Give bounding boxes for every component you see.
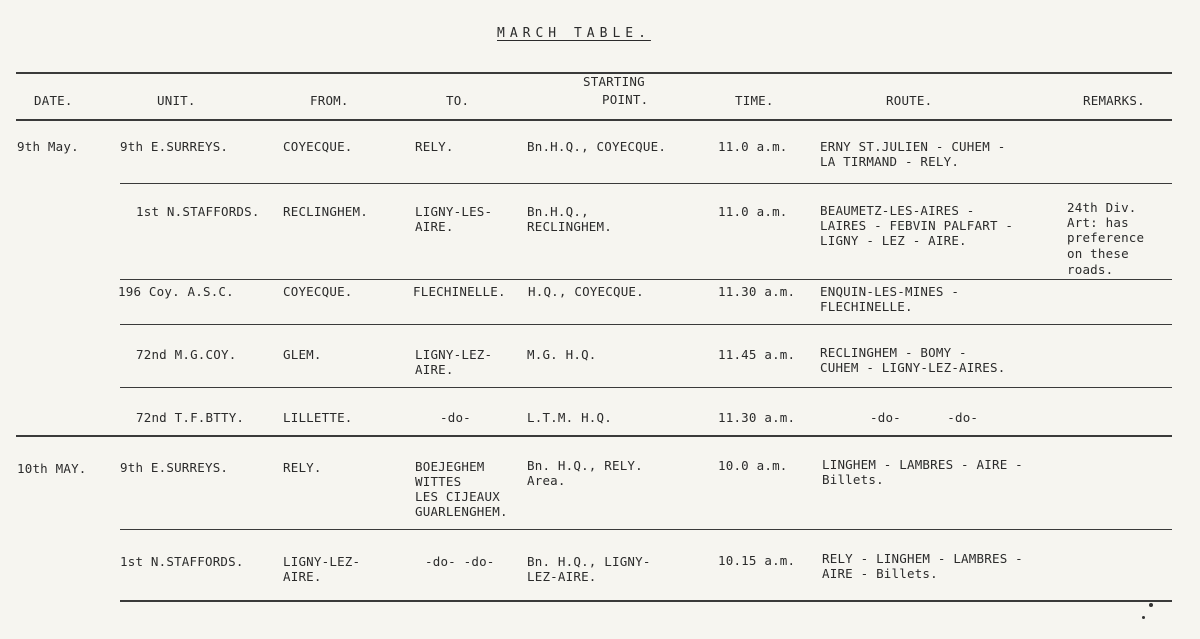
row-to: LES CIJEAUX xyxy=(415,489,500,504)
row-remarks: on these xyxy=(1067,246,1129,261)
row-start: Bn. H.Q., LIGNY- xyxy=(527,554,651,569)
row-unit: 72nd M.G.COY. xyxy=(136,347,237,362)
row-to: AIRE. xyxy=(415,362,454,377)
row-from: COYECQUE. xyxy=(283,139,353,154)
row-start: Bn.H.Q., xyxy=(527,204,589,219)
row-to: AIRE. xyxy=(415,219,454,234)
row-time: 11.30 a.m. xyxy=(718,284,796,299)
header-route: ROUTE. xyxy=(886,93,933,108)
row-to: -do- xyxy=(440,410,471,425)
row-start: M.G. H.Q. xyxy=(527,347,597,362)
row-route: ERNY ST.JULIEN - CUHEM - xyxy=(820,139,1006,154)
row-start: H.Q., COYECQUE. xyxy=(528,284,644,299)
row-from: LILLETTE. xyxy=(283,410,353,425)
row-start: RECLINGHEM. xyxy=(527,219,612,234)
row-divider xyxy=(120,324,1172,325)
row-from: LIGNY-LEZ- xyxy=(283,554,361,569)
row-route: AIRE - Billets. xyxy=(822,566,938,581)
row-unit: 1st N.STAFFORDS. xyxy=(136,204,260,219)
header-date: DATE. xyxy=(34,93,73,108)
row-time: 11.0 a.m. xyxy=(718,204,788,219)
ink-speck xyxy=(1142,616,1145,619)
header-rule xyxy=(16,119,1172,121)
row-start: Area. xyxy=(527,473,566,488)
bottom-rule xyxy=(120,600,1172,602)
ink-speck xyxy=(1149,603,1153,607)
row-to: BOEJEGHEM xyxy=(415,459,485,474)
row-time: 11.0 a.m. xyxy=(718,139,788,154)
header-remarks: REMARKS. xyxy=(1083,93,1145,108)
row-time: 11.30 a.m. xyxy=(718,410,796,425)
row-time: 10.0 a.m. xyxy=(718,458,788,473)
row-route: BEAUMETZ-LES-AIRES - xyxy=(820,203,975,218)
row-time: 11.45 a.m. xyxy=(718,347,796,362)
header-starting: STARTING xyxy=(583,74,645,89)
row-from: RECLINGHEM. xyxy=(283,204,368,219)
row-start: Bn.H.Q., COYECQUE. xyxy=(527,139,667,154)
row-to: GUARLENGHEM. xyxy=(415,504,508,519)
row-to: FLECHINELLE. xyxy=(413,284,506,299)
row-route: ENQUIN-LES-MINES - xyxy=(820,284,960,299)
row-date: 9th May. xyxy=(17,139,79,154)
row-from: GLEM. xyxy=(283,347,322,362)
row-route: CUHEM - LIGNY-LEZ-AIRES. xyxy=(820,360,1006,375)
row-route: -do- -do- xyxy=(870,410,979,425)
row-route: LIGNY - LEZ - AIRE. xyxy=(820,233,967,248)
header-time: TIME. xyxy=(735,93,774,108)
day-divider xyxy=(16,435,1172,437)
row-unit: 196 Coy. A.S.C. xyxy=(118,284,234,299)
row-remarks: roads. xyxy=(1067,262,1114,277)
row-start: Bn. H.Q., RELY. xyxy=(527,458,643,473)
row-to: LIGNY-LES- xyxy=(415,204,493,219)
row-unit: 9th E.SURREYS. xyxy=(120,460,229,475)
row-divider xyxy=(120,529,1172,530)
row-unit: 72nd T.F.BTTY. xyxy=(136,410,245,425)
row-time: 10.15 a.m. xyxy=(718,553,796,568)
row-start: LEZ-AIRE. xyxy=(527,569,597,584)
row-route: RECLINGHEM - BOMY - xyxy=(820,345,967,360)
row-route: LA TIRMAND - RELY. xyxy=(820,154,960,169)
row-divider xyxy=(120,183,1172,184)
row-to: -do- -do- xyxy=(425,554,495,569)
row-route: LINGHEM - LAMBRES - AIRE - xyxy=(822,457,1023,472)
row-date: 10th MAY. xyxy=(17,461,87,476)
row-to: WITTES xyxy=(415,474,462,489)
row-route: FLECHINELLE. xyxy=(820,299,913,314)
document-title: MARCH TABLE. xyxy=(497,26,651,41)
row-route: RELY - LINGHEM - LAMBRES - xyxy=(822,551,1023,566)
row-from: AIRE. xyxy=(283,569,322,584)
row-from: COYECQUE. xyxy=(283,284,353,299)
header-from: FROM. xyxy=(310,93,349,108)
row-route: Billets. xyxy=(822,472,884,487)
row-remarks: preference xyxy=(1067,230,1145,245)
row-from: RELY. xyxy=(283,460,322,475)
header-unit: UNIT. xyxy=(157,93,196,108)
row-divider xyxy=(120,279,1172,280)
row-remarks: Art: has xyxy=(1067,215,1129,230)
row-start: L.T.M. H.Q. xyxy=(527,410,612,425)
row-to: RELY. xyxy=(415,139,454,154)
row-unit: 1st N.STAFFORDS. xyxy=(120,554,244,569)
top-rule xyxy=(16,72,1172,74)
header-to: TO. xyxy=(446,93,470,108)
row-route: LAIRES - FEBVIN PALFART - xyxy=(820,218,1014,233)
header-point: POINT. xyxy=(602,92,649,107)
row-remarks: 24th Div. xyxy=(1067,200,1137,215)
row-to: LIGNY-LEZ- xyxy=(415,347,493,362)
row-divider xyxy=(120,387,1172,388)
row-unit: 9th E.SURREYS. xyxy=(120,139,229,154)
